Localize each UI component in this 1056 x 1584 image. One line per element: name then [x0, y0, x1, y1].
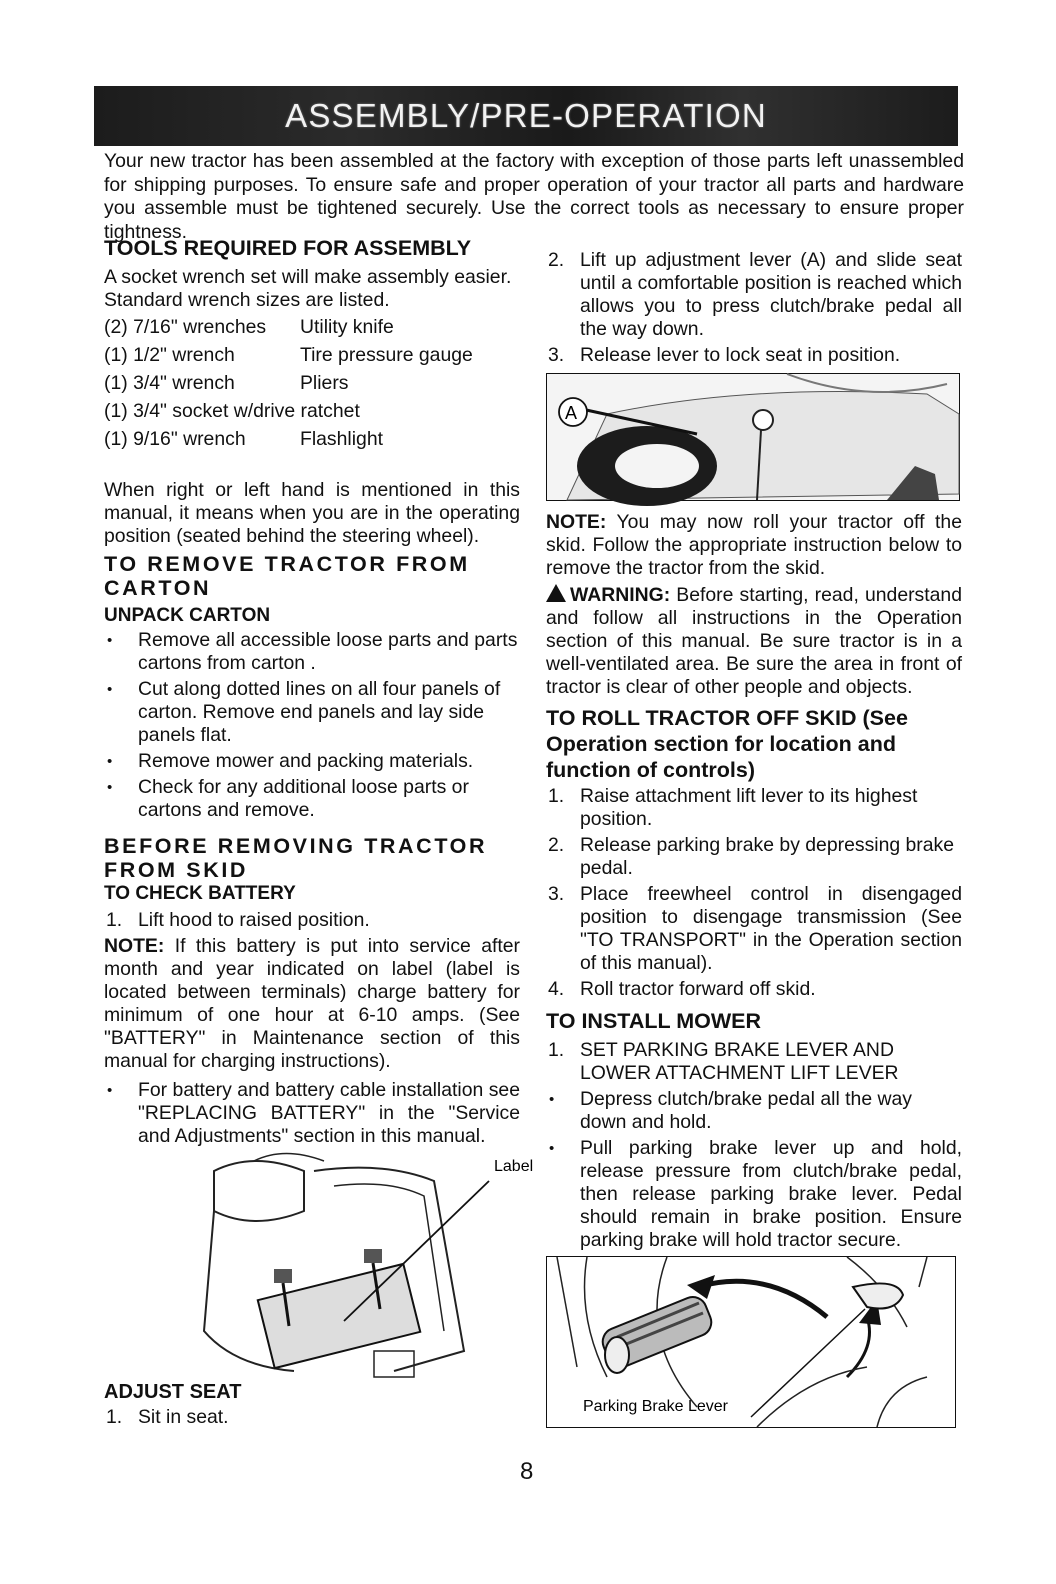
warning-icon	[546, 584, 566, 602]
adjust-steps-left	[104, 1406, 520, 1429]
tools-text: A socket wrench set will make assembly easier. Standard wrench sizes are listed.	[104, 266, 512, 311]
mower-steps	[546, 1039, 962, 1085]
list-item: 4. Roll tractor forward off skid.	[548, 978, 816, 1000]
mower-list	[546, 1088, 962, 1252]
battery-illustration	[194, 1151, 534, 1381]
list-item: • Remove all accessible loose parts and parts cartons from carton .	[104, 629, 520, 675]
skid-note: NOTE: You may now roll your tractor off the skid. Follow the appropriate instruction below to remove the tractor from the skid.	[546, 511, 962, 579]
page-number: 8	[520, 1458, 534, 1485]
list-item: • Pull parking brake lever up and hold, release pressure from clutch/brake pedal, then release parking brake lever. Pedal should remain in brake position. Ensure parking brake will hold tractor secure.	[546, 1137, 962, 1252]
list-item: • For battery and battery cable installation see "REPLACING BATTERY" in the "Service and Adjustments" section in this manual.	[104, 1079, 520, 1148]
list-item: • Check for any additional loose parts or cartons and remove.	[104, 776, 520, 822]
list-item: 2. Lift up adjustment lever (A) and slide seat until a comfortable position is reached which allows you to press clutch/brake pedal all the way down.	[548, 249, 962, 340]
roll-steps	[546, 785, 962, 1001]
tool-item: Utility knife	[300, 316, 394, 338]
list-item: • Depress clutch/brake pedal all the way down and hold.	[546, 1088, 962, 1134]
list-item: 3. Release lever to lock seat in position.	[548, 344, 901, 366]
tool-item: Pliers	[300, 372, 349, 394]
list-item: • Remove mower and packing materials.	[104, 750, 520, 773]
battery-steps	[104, 909, 520, 932]
tool-item: (1) 9/16" wrench	[104, 428, 246, 450]
warning-paragraph: WARNING: Before starting, read, understand and follow all instructions in the Operation section of this manual. Be sure tractor is in a well-ventilated area. Be sure the area in front of tractor is clear of other people and objects.	[546, 584, 962, 698]
battery-list	[104, 1079, 520, 1148]
tools-heading: TOOLS REQUIRED FOR ASSEMBLY	[104, 236, 472, 260]
list-item: 1. Raise attachment lift lever to its highest position.	[548, 785, 918, 830]
parking-brake-illustration	[546, 1256, 956, 1428]
parking-brake-lever-label: Parking Brake Lever	[583, 1398, 728, 1415]
before-heading: BEFORE REMOVING TRACTOR FROM SKID	[104, 834, 488, 882]
list-item: • Cut along dotted lines on all four panels of carton. Remove end panels and lay side panels flat.	[104, 678, 520, 747]
intro-paragraph: Your new tractor has been assembled at the factory with exception of those parts left unassembled for shipping purposes. To ensure safe and proper operation of your tractor all parts and hardware you assemble must be tightened securely. Use the correct tools as necessary to ensure proper tightness.	[104, 150, 964, 243]
list-item: 2. Release parking brake by depressing brake pedal.	[548, 834, 955, 879]
list-item: 1. Sit in seat.	[106, 1406, 229, 1428]
tool-item: (1) 3/4" socket w/drive ratchet	[104, 400, 360, 422]
section-title-banner	[94, 86, 958, 146]
tool-item: (1) 3/4" wrench	[104, 372, 235, 394]
roll-heading: TO ROLL TRACTOR OFF SKID (See Operation section for location and function of controls)	[546, 706, 908, 782]
lever-a-label: A	[565, 403, 578, 423]
tool-item: Tire pressure gauge	[300, 344, 473, 366]
seat-illustration	[546, 373, 960, 501]
tool-item: (2) 7/16" wrenches	[104, 316, 267, 338]
list-item: 3. Place freewheel control in disengaged position to disengage transmission (See "TO TRANSPORT" in the Operation section of this manual).	[548, 883, 962, 974]
right-column	[546, 247, 962, 1428]
remove-heading: TO REMOVE TRACTOR FROM CARTON	[104, 552, 470, 600]
tool-item: Flashlight	[300, 428, 383, 450]
list-item: 1. Lift hood to raised position.	[106, 909, 370, 931]
label-callout: Label	[494, 1158, 534, 1175]
list-item: 1. SET PARKING BRAKE LEVER AND LOWER ATTACHMENT LIFT LEVER	[548, 1039, 899, 1084]
battery-heading: TO CHECK BATTERY	[104, 883, 296, 904]
battery-note: NOTE: If this battery is put into service after month and year indicated on label (label is located between terminals) charge battery for minimum of one hour at 6-10 amps. (See "BATTERY" in Maintenance section of this manual for charging instructions).	[104, 935, 520, 1072]
unpack-list	[104, 629, 520, 822]
section-title: ASSEMBLY/PRE-OPERATION	[285, 97, 767, 134]
hand-note: When right or left hand is mentioned in this manual, it means when you are in the operating position (seated behind the steering wheel).	[104, 479, 520, 547]
tool-item: (1) 1/2" wrench	[104, 344, 235, 366]
left-column	[104, 236, 534, 1432]
tools-list	[104, 316, 520, 451]
unpack-heading: UNPACK CARTON	[104, 605, 271, 626]
adjust-heading: ADJUST SEAT	[104, 1381, 242, 1403]
adjust-steps-right	[546, 249, 962, 367]
mower-heading: TO INSTALL MOWER	[546, 1009, 761, 1033]
